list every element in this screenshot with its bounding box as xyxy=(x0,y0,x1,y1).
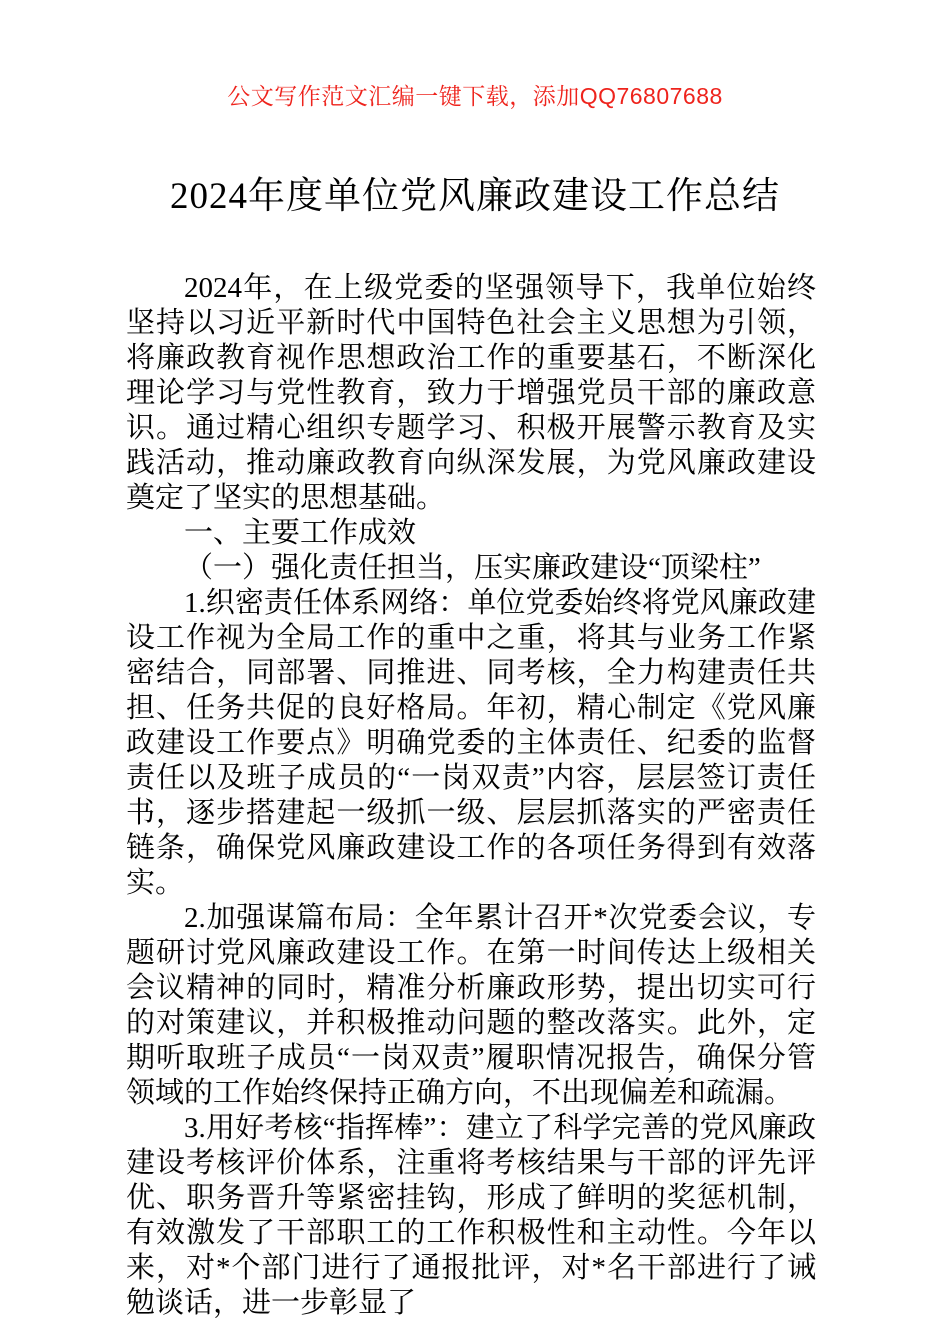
document-body xyxy=(126,271,816,1321)
paragraph: 3.用好考核“指挥棒”：建立了科学完善的党风廉政建设考核评价体系，注重将考核结果与干部的评先评优、职务晋升等紧密挂钩，形成了鲜明的奖惩机制，有效激发了干部职工的工作积极性和主动性。今年以来，对*个部门进行了通报批评，对*名干部进行了诫勉谈话，进一步彰显了 xyxy=(126,1112,816,1319)
paragraph: 1.织密责任体系网络：单位党委始终将党风廉政建设工作视为全局工作的重中之重，将其与业务工作紧密结合，同部署、同推进、同考核，全力构建责任共担、任务共促的良好格局。年初，精心制定《党风廉政建设工作要点》明确党委的主体责任、纪委的监督责任以及班子成员的“一岗双责”内容，层层签订责任书，逐步搭建起一级抓一级、层层抓落实的严密责任链条，确保党风廉政建设工作的各项任务得到有效落实。 xyxy=(126,587,816,899)
section-heading: （一）强化责任担当，压实廉政建设“顶梁柱” xyxy=(184,552,761,584)
promo-banner-text: 公文写作范文汇编一键下载，添加QQ76807688 xyxy=(227,83,723,109)
paragraph: 2.加强谋篇布局：全年累计召开*次党委会议，专题研讨党风廉政建设工作。在第一时间传达上级相关会议精神的同时，精准分析廉政形势，提出切实可行的对策建议，并积极推动问题的整改落实。此外，定期听取班子成员“一岗双责”履职情况报告，确保分管领域的工作始终保持正确方向，不出现偏差和疏漏。 xyxy=(126,902,816,1109)
section-heading: 一、主要工作成效 xyxy=(184,517,417,549)
document-title: 2024年度单位党风廉政建设工作总结 xyxy=(170,176,780,217)
paragraph: 2024年，在上级党委的坚强领导下，我单位始终坚持以习近平新时代中国特色社会主义思想为引领，将廉政教育视作思想政治工作的重要基石，不断深化理论学习与党性教育，致力于增强党员干部的廉政意识。通过精心组织专题学习、积极开展警示教育及实践活动，推动廉政教育向纵深发展，为党风廉政建设奠定了坚实的思想基础。 xyxy=(126,272,816,514)
